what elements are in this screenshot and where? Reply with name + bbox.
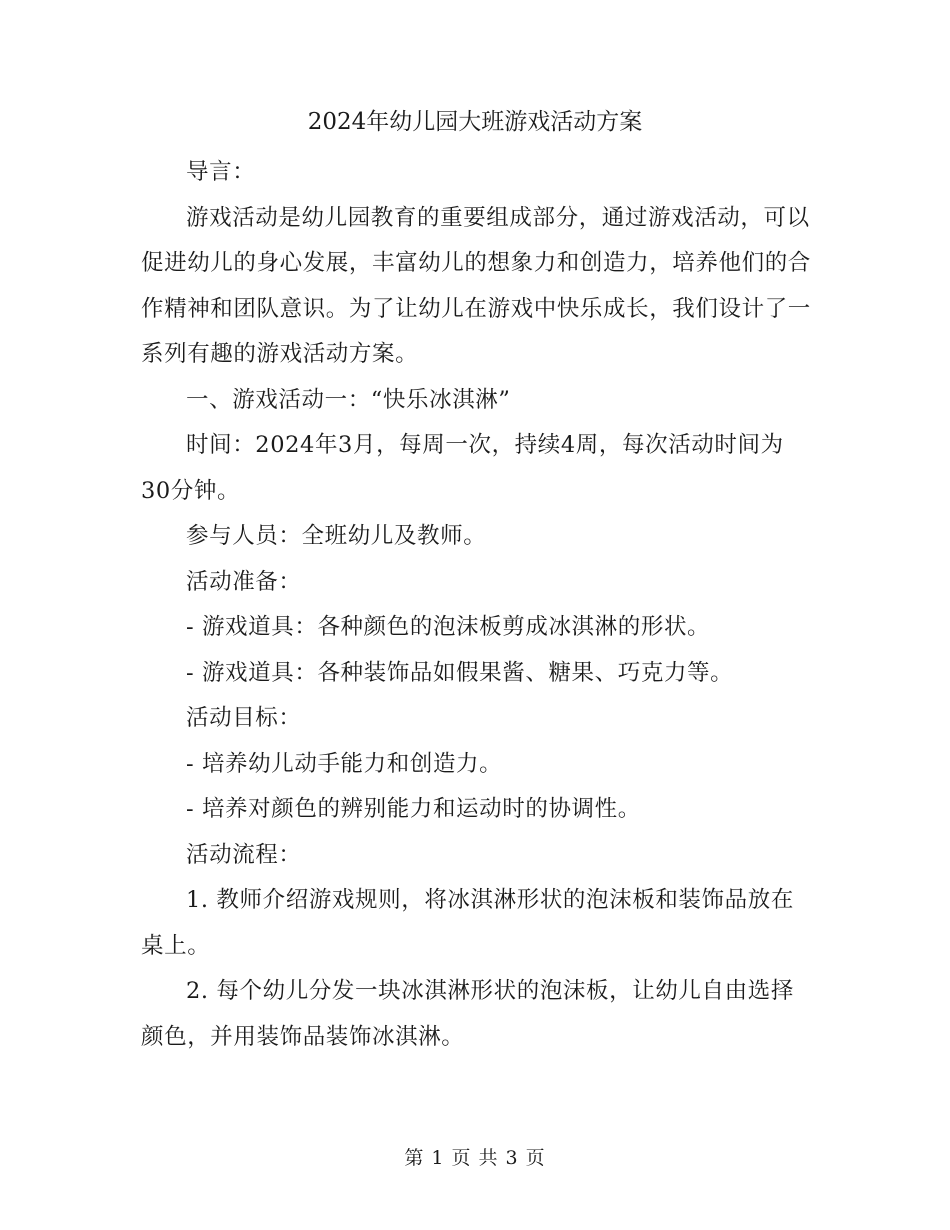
list-item-step-2: 2. 每个幼儿分发一块冰淇淋形状的泡沫板，让幼儿自由选择颜色，并用装饰品装饰冰淇淋。	[141, 978, 794, 1050]
list-item-props-1: - 游戏道具：各种颜色的泡沫板剪成冰淇淋的形状。	[186, 614, 711, 640]
paragraph-preparation-heading: 活动准备：	[186, 568, 302, 595]
paragraph-time: 时间：2024年3月，每周一次，持续4周，每次活动时间为30分钟。	[141, 432, 784, 504]
list-item-goal-2: - 培养对颜色的辨别能力和运动时的协调性。	[186, 796, 641, 822]
document-body	[141, 150, 813, 1060]
page-number-footer: 第 1 页 共 3 页	[404, 1147, 546, 1169]
document-title: 2024年幼儿园大班游戏活动方案	[307, 109, 643, 135]
list-item-props-2: - 游戏道具：各种装饰品如假果酱、糖果、巧克力等。	[186, 659, 734, 686]
list-item-goal-1: - 培养幼儿动手能力和创造力。	[186, 750, 503, 777]
paragraph-participants: 参与人员：全班幼儿及教师。	[186, 523, 487, 549]
paragraph-process-heading: 活动流程：	[186, 841, 302, 868]
paragraph-goals-heading: 活动目标：	[186, 705, 302, 731]
paragraph-intro-text: 游戏活动是幼儿园教育的重要组成部分，通过游戏活动，可以促进幼儿的身心发展，丰富幼儿的想象力和创造力，培养他们的合作精神和团队意识。为了让幼儿在游戏中快乐成长，我们设计了一系列有趣的游戏活动方案。	[141, 204, 811, 367]
paragraph-intro-heading: 导言：	[186, 159, 256, 185]
list-item-step-1: 1. 教师介绍游戏规则，将冰淇淋形状的泡沫板和装饰品放在桌上。	[141, 887, 794, 959]
section-heading-activity-one: 一、游戏活动一：“快乐冰淇淋”	[186, 386, 511, 413]
